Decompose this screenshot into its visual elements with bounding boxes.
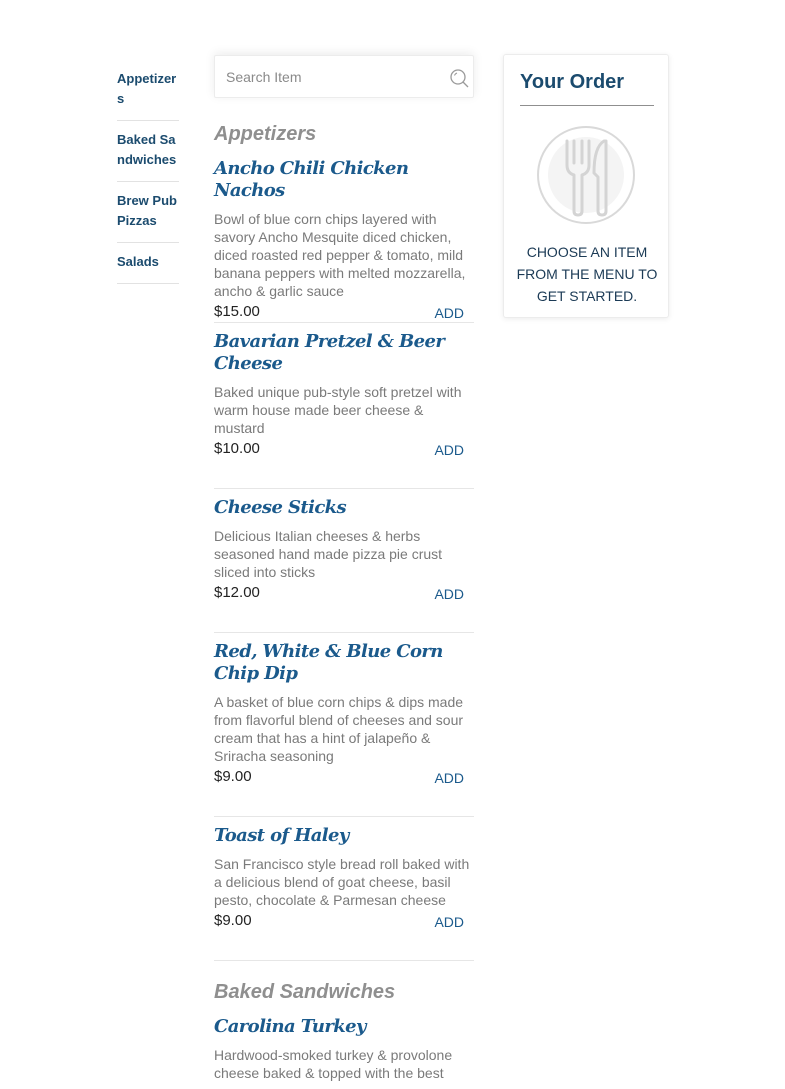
item-price: $15.00 [214,303,260,320]
item-description: A basket of blue corn chips & dips made from flavorful blend of cheeses and sour cream that has a hint of jalapeño & Sriracha seasoning [214,694,464,764]
item-name: Toast of Haley [214,825,349,846]
section-title-appetizers: Appetizers [214,123,317,145]
menu-item [214,158,474,323]
search-input[interactable] [215,56,473,97]
item-footer [214,584,474,606]
order-title: Your Order [520,71,654,106]
item-description: Baked unique pub-style soft pretzel with warm house made beer cheese & mustard [214,384,462,436]
item-price: $9.00 [214,768,252,785]
add-button[interactable]: ADD [434,770,464,786]
add-button[interactable]: ADD [434,442,464,458]
item-footer [214,303,474,325]
add-button[interactable]: ADD [434,914,464,930]
item-description: Bowl of blue corn chips layered with savory Ancho Mesquite diced chicken, diced roasted red pepper & tomato, mild banana peppers with melted mozzarella, ancho & garlic sauce [214,211,466,299]
item-price: $10.00 [214,440,260,457]
item-price: $12.00 [214,584,260,601]
item-footer [214,768,474,790]
item-name: Carolina Turkey [214,1016,366,1037]
item-description: San Francisco style bread roll baked with a delicious blend of goat cheese, basil pesto, chocolate & Parmesan cheese [214,856,470,908]
menu-item [214,489,474,633]
item-name: Cheese Sticks [214,497,347,518]
item-name: Ancho Chili Chicken Nachos [214,158,409,201]
order-empty-message: CHOOSE AN ITEM FROM THE MENU TO GET STARTED. [516,244,658,304]
category-brew-pub-pizzas[interactable]: Brew Pub Pizzas [117,182,179,243]
search-icon[interactable] [449,68,469,88]
menu-item [214,633,474,817]
item-description: Delicious Italian cheeses & herbs seasoned hand made pizza pie crust sliced into sticks [214,528,443,580]
category-salads[interactable]: Salads [117,243,179,284]
category-nav [117,60,179,284]
menu-column [214,55,474,1082]
menu-item [214,323,474,489]
item-description: Hardwood-smoked turkey & provolone cheese baked & topped with the best [214,1047,453,1081]
search-box [214,55,474,98]
section-title-baked-sandwiches: Baked Sandwiches [214,981,396,1003]
menu-item [214,817,474,961]
add-button[interactable]: ADD [434,305,464,321]
item-footer [214,440,474,462]
category-baked-sandwiches[interactable]: Baked Sandwiches [117,121,179,182]
add-button[interactable]: ADD [434,586,464,602]
utensils-icon [536,125,636,225]
category-appetizers[interactable]: Appetizers [117,60,179,121]
order-panel [503,54,669,318]
item-price: $9.00 [214,912,252,929]
menu-item [214,1016,474,1082]
item-footer [214,912,474,934]
item-name: Bavarian Pretzel & Beer Cheese [214,331,445,374]
item-name: Red, White & Blue Corn Chip Dip [214,641,443,684]
